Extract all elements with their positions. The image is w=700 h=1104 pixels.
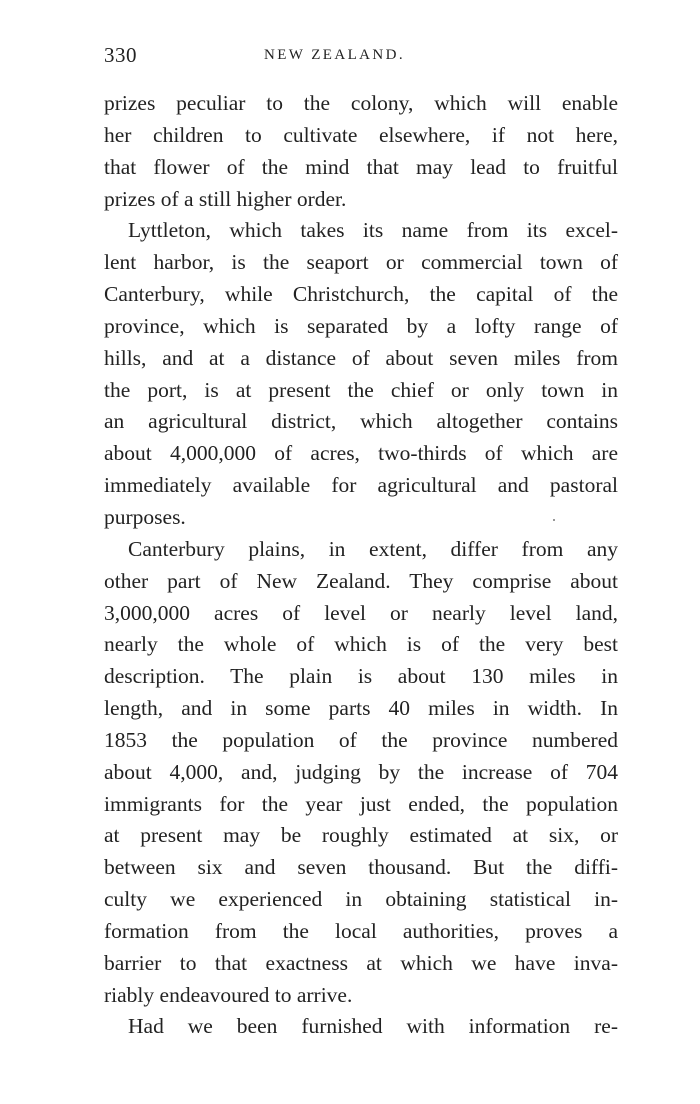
- body-text: [104, 88, 618, 1043]
- text-line: riably endeavoured to arrive.: [104, 982, 353, 1007]
- text-line: about 4,000, and, judging by the increase of 704: [104, 759, 618, 784]
- text-line: that flower of the mind that may lead to fruitful: [104, 154, 618, 179]
- text-line: at present may be roughly estimated at six, or: [104, 823, 618, 848]
- text-line: formation from the local authorities, proves a: [104, 918, 618, 943]
- text-line: an agricultural district, which altogether contains: [104, 409, 618, 434]
- paper-speck: [553, 519, 555, 521]
- text-line: description. The plain is about 130 miles in: [104, 664, 618, 689]
- running-head: [104, 42, 618, 68]
- text-line: length, and in some parts 40 miles in width. In: [104, 696, 618, 721]
- text-line: province, which is separated by a lofty range of: [104, 313, 618, 338]
- text-line: Canterbury, while Christchurch, the capital of the: [104, 282, 618, 307]
- text-line: purposes.: [104, 504, 186, 529]
- text-line: Lyttleton, which takes its name from its excel-: [128, 218, 618, 243]
- text-line: immigrants for the year just ended, the population: [104, 791, 618, 816]
- text-line: her children to cultivate elsewhere, if not here,: [104, 122, 618, 147]
- page-number: 330: [104, 43, 137, 67]
- running-title: NEW ZEALAND.: [264, 47, 405, 63]
- text-line: the port, is at present the chief or only town in: [104, 377, 618, 402]
- text-line: Had we been furnished with information re-: [128, 1014, 618, 1039]
- text-line: prizes peculiar to the colony, which will enable: [104, 91, 618, 115]
- text-line: lent harbor, is the seaport or commercial town of: [104, 250, 618, 275]
- text-line: other part of New Zealand. They comprise about: [104, 568, 618, 593]
- text-line: immediately available for agricultural and pastoral: [104, 473, 618, 498]
- text-line: barrier to that exactness at which we have inva-: [104, 950, 618, 975]
- text-line: hills, and at a distance of about seven miles from: [104, 345, 618, 370]
- text-line: nearly the whole of which is of the very best: [104, 632, 618, 657]
- text-line: about 4,000,000 of acres, two-thirds of which are: [104, 441, 618, 466]
- text-line: 1853 the population of the province numbered: [104, 727, 618, 752]
- text-line: 3,000,000 acres of level or nearly level land,: [104, 600, 618, 625]
- text-line: prizes of a still higher order.: [104, 186, 347, 211]
- text-line: Canterbury plains, in extent, differ from any: [128, 536, 618, 561]
- text-line: culty we experienced in obtaining statistical in-: [104, 887, 618, 912]
- text-line: between six and seven thousand. But the diffi-: [104, 855, 618, 880]
